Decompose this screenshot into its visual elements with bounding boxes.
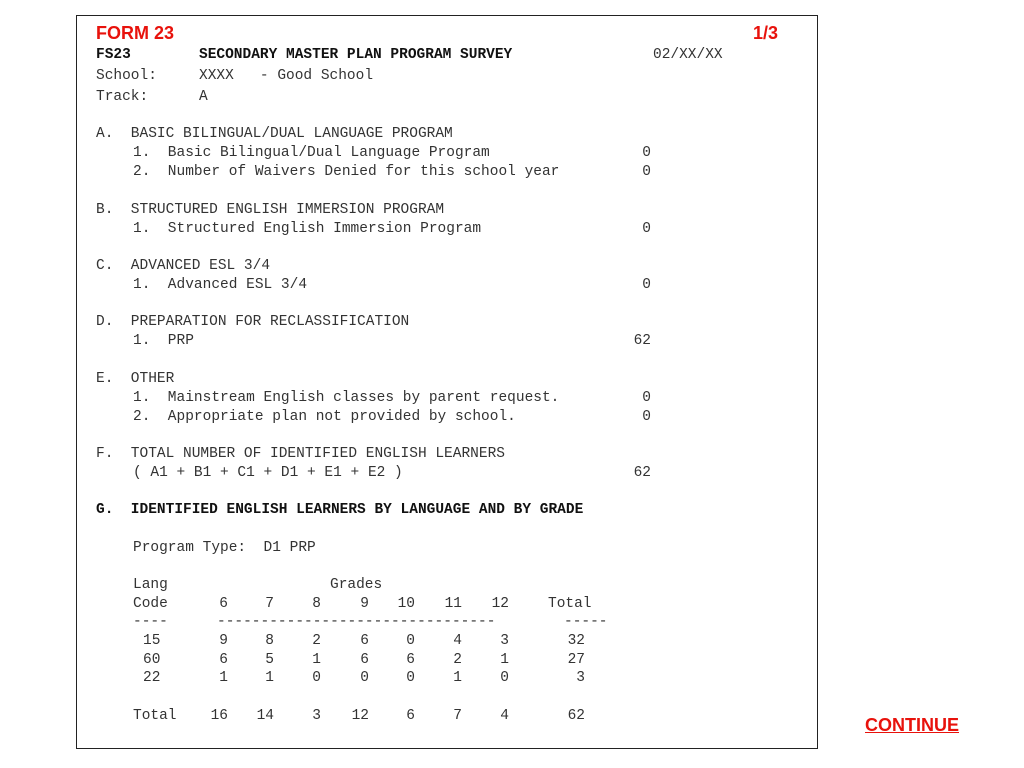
section-a-item-2-label: 2. Number of Waivers Denied for this school year (133, 164, 560, 180)
section-g-heading: G. IDENTIFIED ENGLISH LEARNERS BY LANGUAGE AND BY GRADE (96, 502, 584, 518)
grade-cell: 1 (219, 670, 228, 686)
grade-cell: 1 (312, 652, 321, 668)
grade-cell: 6 (406, 652, 415, 668)
grade-total-cell: 14 (256, 708, 274, 724)
track-value: A (199, 89, 208, 105)
grade-total-cell: 3 (312, 708, 321, 724)
report-date: 02/XX/XX (653, 47, 723, 63)
lang-code-cell: 60 (143, 652, 161, 668)
section-a-item-2-value: 0 (642, 164, 651, 180)
grade-cell: 0 (406, 670, 415, 686)
grade-cell: 6 (360, 633, 369, 649)
table-lang-header: Lang (133, 577, 168, 593)
grade-cell: 1 (265, 670, 274, 686)
section-f-heading: F. TOTAL NUMBER OF IDENTIFIED ENGLISH LEARNERS (96, 446, 505, 462)
grade-cell: 0 (360, 670, 369, 686)
grade-cell: 8 (265, 633, 274, 649)
grade-cell: 0 (406, 633, 415, 649)
grade-header-12: 12 (491, 596, 509, 612)
section-d-item-1-value: 62 (633, 333, 651, 349)
table-code-header: Code (133, 596, 168, 612)
grade-cell: 2 (312, 633, 321, 649)
track-label: Track: (96, 89, 149, 105)
section-d-item-1-label: 1. PRP (133, 333, 194, 349)
grade-cell: 1 (453, 670, 462, 686)
continue-link[interactable]: CONTINUE (865, 715, 959, 735)
grade-cell: 1 (500, 652, 509, 668)
grade-total-cell: 4 (500, 708, 509, 724)
grade-cell: 0 (312, 670, 321, 686)
grand-total-cell: 62 (567, 708, 585, 724)
report-title: SECONDARY MASTER PLAN PROGRAM SURVEY (199, 47, 513, 63)
table-grades-header: Grades (330, 577, 383, 593)
grade-header-11: 11 (444, 596, 462, 612)
section-e-heading: E. OTHER (96, 371, 175, 387)
lang-code-cell: 22 (143, 670, 161, 686)
section-c-item-1-value: 0 (642, 277, 651, 293)
program-type: Program Type: D1 PRP (133, 540, 316, 556)
grade-cell: 3 (500, 633, 509, 649)
section-a-item-1-label: 1. Basic Bilingual/Dual Language Program (133, 145, 490, 161)
row-total-cell: 27 (567, 652, 585, 668)
row-total-cell: 3 (576, 670, 585, 686)
grade-total-cell: 16 (210, 708, 228, 724)
section-f-total-value: 62 (633, 465, 651, 481)
grade-header-9: 9 (360, 596, 369, 612)
grade-cell: 6 (219, 652, 228, 668)
grade-header-10: 10 (397, 596, 415, 612)
section-a-item-1-value: 0 (642, 145, 651, 161)
section-d-heading: D. PREPARATION FOR RECLASSIFICATION (96, 314, 410, 330)
form-label: FORM 23 (96, 23, 175, 43)
page-indicator: 1/3 (753, 23, 779, 43)
grade-total-cell: 7 (453, 708, 462, 724)
section-b-item-1-value: 0 (642, 221, 651, 237)
grade-total-cell: 6 (406, 708, 415, 724)
grade-cell: 2 (453, 652, 462, 668)
section-e-item-2-value: 0 (642, 409, 651, 425)
section-b-heading: B. STRUCTURED ENGLISH IMMERSION PROGRAM (96, 202, 445, 218)
table-rule-total: ----- (564, 614, 608, 630)
school-value: XXXX - Good School (199, 68, 374, 84)
section-e-item-1-label: 1. Mainstream English classes by parent request. (133, 390, 560, 406)
section-b-item-1-label: 1. Structured English Immersion Program (133, 221, 482, 237)
row-total-cell: 32 (567, 633, 585, 649)
grade-cell: 5 (265, 652, 274, 668)
school-label: School: (96, 68, 157, 84)
grade-header-8: 8 (312, 596, 321, 612)
section-c-item-1-label: 1. Advanced ESL 3/4 (133, 277, 308, 293)
table-rule-grades: -------------------------------- (217, 614, 496, 630)
section-f-formula: ( A1 + B1 + C1 + D1 + E1 + E2 ) (133, 465, 403, 481)
table-rule-code: ---- (133, 614, 168, 630)
section-e-item-2-label: 2. Appropriate plan not provided by school. (133, 409, 516, 425)
grade-cell: 4 (453, 633, 462, 649)
grade-cell: 6 (360, 652, 369, 668)
grade-header-6: 6 (219, 596, 228, 612)
grade-total-cell: 12 (351, 708, 369, 724)
table-total-header: Total (548, 596, 592, 612)
grade-header-7: 7 (265, 596, 274, 612)
section-e-item-1-value: 0 (642, 390, 651, 406)
lang-code-cell: 15 (143, 633, 161, 649)
total-row-label: Total (133, 708, 177, 724)
section-a-heading: A. BASIC BILINGUAL/DUAL LANGUAGE PROGRAM (96, 126, 453, 142)
report-code: FS23 (96, 47, 131, 63)
grade-cell: 0 (500, 670, 509, 686)
section-c-heading: C. ADVANCED ESL 3/4 (96, 258, 271, 274)
grade-cell: 9 (219, 633, 228, 649)
